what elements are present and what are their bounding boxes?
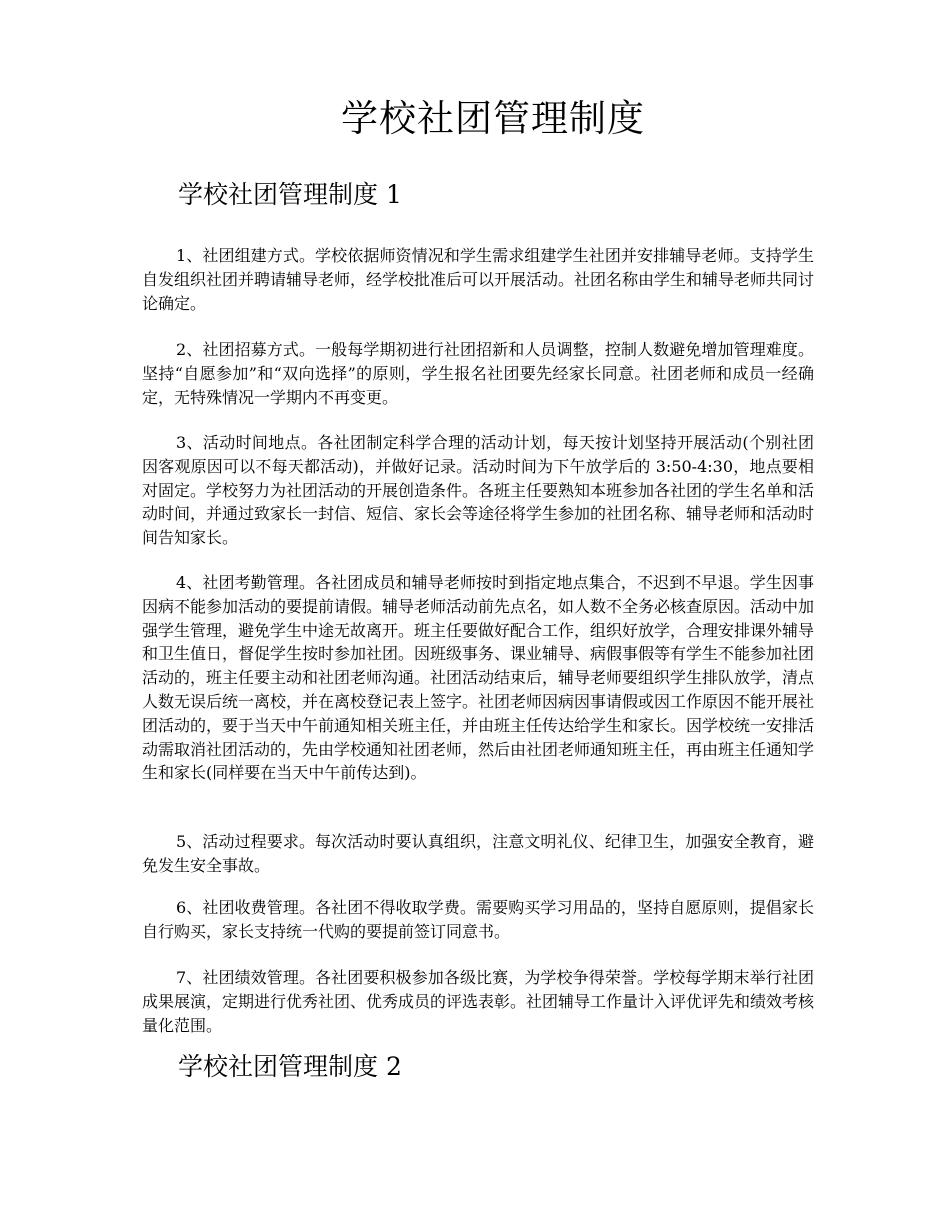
section-1-paragraph-2: 2、社团招募方式。一般每学期初进行社团招新和人员调整，控制人数避免增加管理难度。坚持“自愿参加”和“双向选择”的原则，学生报名社团要先经家长同意。社团老师和成员一经确定，无特殊情况一学期内不再变更。 [142,340,814,407]
section-1-paragraph-1: 1、社团组建方式。学校依据师资情况和学生需求组建学生社团并安排辅导老师。支持学生自发组织社团并聘请辅导老师，经学校批准后可以开展活动。社团名称由学生和辅导老师共同讨论确定。 [142,246,815,313]
document-title: 学校社团管理制度 [341,97,645,140]
section-1-paragraph-5: 5、活动过程要求。每次活动时要认真组织，注意文明礼仪、纪律卫生，加强安全教育，避免发生安全事故。 [142,832,814,875]
section-heading-1: 学校社团管理制度 1 [178,180,402,209]
section-1-paragraph-3: 3、活动时间地点。各社团制定科学合理的活动计划，每天按计划坚持开展活动(个别社团因客观原因可以不每天都活动)，并做好记录。活动时间为下午放学后的 3:50-4:30，地点要相对固定。学校努力为社团活动的开展创造条件。各班主任要熟知本班参加各社团的学生名单和活动时间，并通过致家长一封信、短信、家长会等途径将学生参加的社团名称、辅导老师和活动时间告知家长。 [142,433,815,548]
section-heading-2: 学校社团管理制度 2 [178,1052,402,1081]
section-1-paragraph-7: 7、社团绩效管理。各社团要积极参加各级比赛，为学校争得荣誉。学校每学期末举行社团成果展演，定期进行优秀社团、优秀成员的评选表彰。社团辅导工作量计入评优评先和绩效考核量化范围。 [142,968,815,1035]
section-1-paragraph-6: 6、社团收费管理。各社团不得收取学费。需要购买学习用品的，坚持自愿原则，提倡家长自行购买，家长支持统一代购的要提前签订同意书。 [142,898,814,941]
section-1-paragraph-4: 4、社团考勤管理。各社团成员和辅导老师按时到指定地点集合，不迟到不早退。学生因事因病不能参加活动的要提前请假。辅导老师活动前先点名，如人数不全务必核查原因。活动中加强学生管理，避免学生中途无故离开。班主任要做好配合工作，组织好放学，合理安排课外辅导和卫生值日，督促学生按时参加社团。因班级事务、课业辅导、病假事假等有学生不能参加社团活动的，班主任要主动和社团老师沟通。社团活动结束后，辅导老师要组织学生排队放学，清点人数无误后统一离校，并在离校登记表上签字。社团老师因病因事请假或因工作原因不能开展社团活动的，要于当天中午前通知相关班主任，并由班主任传达给学生和家长。因学校统一安排活动需取消社团活动的，先由学校通知社团老师，然后由社团老师通知班主任，再由班主任通知学生和家长(同样要在当天中午前传达到)。 [142,573,815,783]
